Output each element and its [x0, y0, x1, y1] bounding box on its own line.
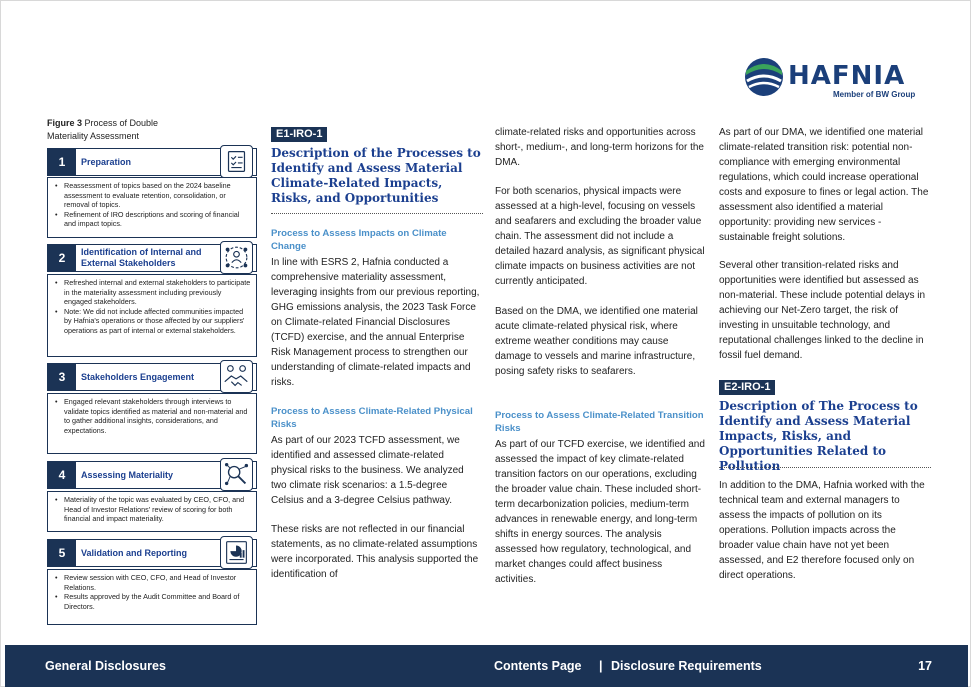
- figure-title-text: Process of Double: [82, 118, 159, 128]
- paragraph: In addition to the DMA, Hafnia worked with the technical team and external managers to assess the impacts of pollution on its operations. Pollution impacts across the broader value chain have not yet been assessed, and E2 therefore focused only on direct operations.: [719, 480, 925, 581]
- page-number: 17: [918, 659, 932, 673]
- report-chart-icon: [220, 536, 253, 569]
- paragraph: climate-related risks and opportunities across short-, medium-, and long-term horizons for the DMA.: [495, 127, 704, 168]
- step-label: Assessing Materiality: [81, 469, 174, 480]
- page-footer: [5, 645, 968, 687]
- section-tag-e2-iro-1: E2-IRO-1: [719, 380, 775, 395]
- step-5-header: [47, 539, 257, 567]
- step-number: 1: [48, 149, 76, 175]
- subsection-title: Process to Assess Impacts on Climate Change: [271, 228, 447, 252]
- stakeholders-icon: [220, 241, 253, 274]
- figure-label: Figure 3: [47, 118, 83, 128]
- logo-wordmark: HAFNIA: [788, 61, 906, 91]
- step-2-header: [47, 244, 257, 272]
- step-bullet: • Refreshed internal and external stakeholders to participate in the materiality assessment including previously engaged stakeholders.: [54, 278, 251, 307]
- step-number: 2: [48, 245, 76, 271]
- step-number: 3: [48, 364, 76, 390]
- step-bullet: • Review session with CEO, CFO, and Head of Investor Relations.: [54, 573, 251, 592]
- step-5-details: [47, 569, 257, 625]
- figure-title: [47, 117, 257, 143]
- paragraph: These risks are not reflected in our financial statements, as no climate-related assumptions were incorporated. This analysis supported the identification of: [271, 524, 479, 580]
- step-label: Preparation: [81, 156, 132, 167]
- subsection-title: Process to Assess Climate-Related Transition Risks: [495, 410, 704, 434]
- step-2-details: [47, 274, 257, 357]
- step-label: Stakeholders Engagement: [81, 371, 195, 382]
- step-3-details: [47, 393, 257, 454]
- paragraph: In line with ESRS 2, Hafnia conducted a comprehensive materiality assessment, leveraging insights from our previous reporting, GHG emissions analysis, the 2023 Task Force on Climate-related Financial Disclosures (TCFD) exercise, and the annual Enterprise Risk Management process to strengthen our understanding of climate-related impacts and risks.: [271, 257, 480, 388]
- step-bullet: • Engaged relevant stakeholders through interviews to validate topics identified as material and non-material and to gather additional insights, considerations, and expectations.: [54, 397, 251, 435]
- step-bullet: • Refinement of IRO descriptions and scoring of financial and impact topics.: [54, 210, 251, 229]
- paragraph: As part of our 2023 TCFD assessment, we identified and assessed climate-related physical risks to the business. We analyzed two climate risk scenarios: a 1.5-degree Celsius and a 3-degree Celsius pathway.: [271, 435, 464, 506]
- step-bullet: • Materiality of the topic was evaluated by CEO, CFO, and Head of Investor Relations' review of scoring for both financial and impact materiality.: [54, 495, 251, 524]
- disclosure-requirements-link[interactable]: Disclosure Requirements: [611, 659, 762, 673]
- handshake-icon: [220, 360, 253, 393]
- paragraph: As part of our TCFD exercise, we identified and assessed the impact of key climate-related transition factors on our operations, excluding the broader value chain. These included short-term decarbonization policies, medium-term advances in renewable energy, and long-term shifts in energy sources. The analysis assessed how regulatory, technological, and market changes could affect business activities.: [495, 439, 705, 585]
- divider: [719, 467, 931, 468]
- step-1-details: [47, 177, 257, 238]
- contents-page-link[interactable]: Contents Page: [494, 659, 582, 673]
- paragraph: As part of our DMA, we identified one material climate-related transition risk: potential non-compliance with emerging environmental regulations, which could increase operational costs and exposure to fines or legal action. The assessment also identified a material opportunity: providing new services - sustainable freight solutions.: [719, 127, 929, 243]
- subsection-title: Process to Assess Climate-Related Physical Risks: [271, 406, 473, 430]
- logo-tagline: Member of BW Group: [833, 90, 916, 99]
- divider: [271, 213, 483, 214]
- step-number: 5: [48, 540, 76, 566]
- step-4-header: [47, 461, 257, 489]
- step-label: Validation and Reporting: [81, 547, 188, 558]
- section-title-e1: Description of the Processes to Identify and Assess Material Climate-Related Impacts, Risks, and Opportunities: [271, 146, 481, 205]
- step-number: 4: [48, 462, 76, 488]
- step-label: Identification of Internal and External Stakeholders: [81, 247, 202, 268]
- footer-separator: |: [599, 659, 603, 673]
- paragraph: Several other transition-related risks and opportunities were identified but assessed as non-material. These include potential delays in achieving our Net-Zero target, the risk of investing in unsuitable technology, and reputational challenges linked to the decline in fossil fuel demand.: [719, 260, 926, 361]
- step-4-details: [47, 491, 257, 532]
- checklist-icon: [220, 145, 253, 178]
- paragraph: For both scenarios, physical impacts were assessed at a high-level, focusing on vessels and seafarers and excluding the broader value chain. The assessment did not include a detailed hazard analysis, as significant physical climate impacts on business activities are not currently anticipated.: [495, 186, 705, 287]
- step-bullet: • Results approved by the Audit Committee and Board of Directors.: [54, 592, 251, 611]
- step-bullet: • Note: We did not include affected communities impacted by Hafnia's operations or those affected by our suppliers' operations as part of internal or external stakeholders.: [54, 307, 251, 336]
- step-3-header: [47, 363, 257, 391]
- section-title-e2: Description of The Process to Identify and Assess Material Impacts, Risks, and Opportunities Related to Pollution: [719, 399, 918, 473]
- hafnia-logo-mark-icon: [744, 57, 784, 97]
- hafnia-logo: [744, 57, 934, 103]
- network-search-icon: [220, 458, 253, 491]
- step-1-header: [47, 148, 257, 176]
- figure-title-line2: Materiality Assessment: [47, 131, 140, 141]
- section-tag-e1-iro-1: E1-IRO-1: [271, 127, 327, 142]
- paragraph: Based on the DMA, we identified one material acute climate-related physical risk, where extreme weather conditions may cause damage to vessels and marine infrastructure, posing safety risks to seafarers.: [495, 306, 698, 377]
- step-bullet: • Reassessment of topics based on the 2024 baseline assessment to evaluate retention, consolidation, or removal of topics.: [54, 181, 251, 210]
- footer-section-title: General Disclosures: [45, 659, 166, 673]
